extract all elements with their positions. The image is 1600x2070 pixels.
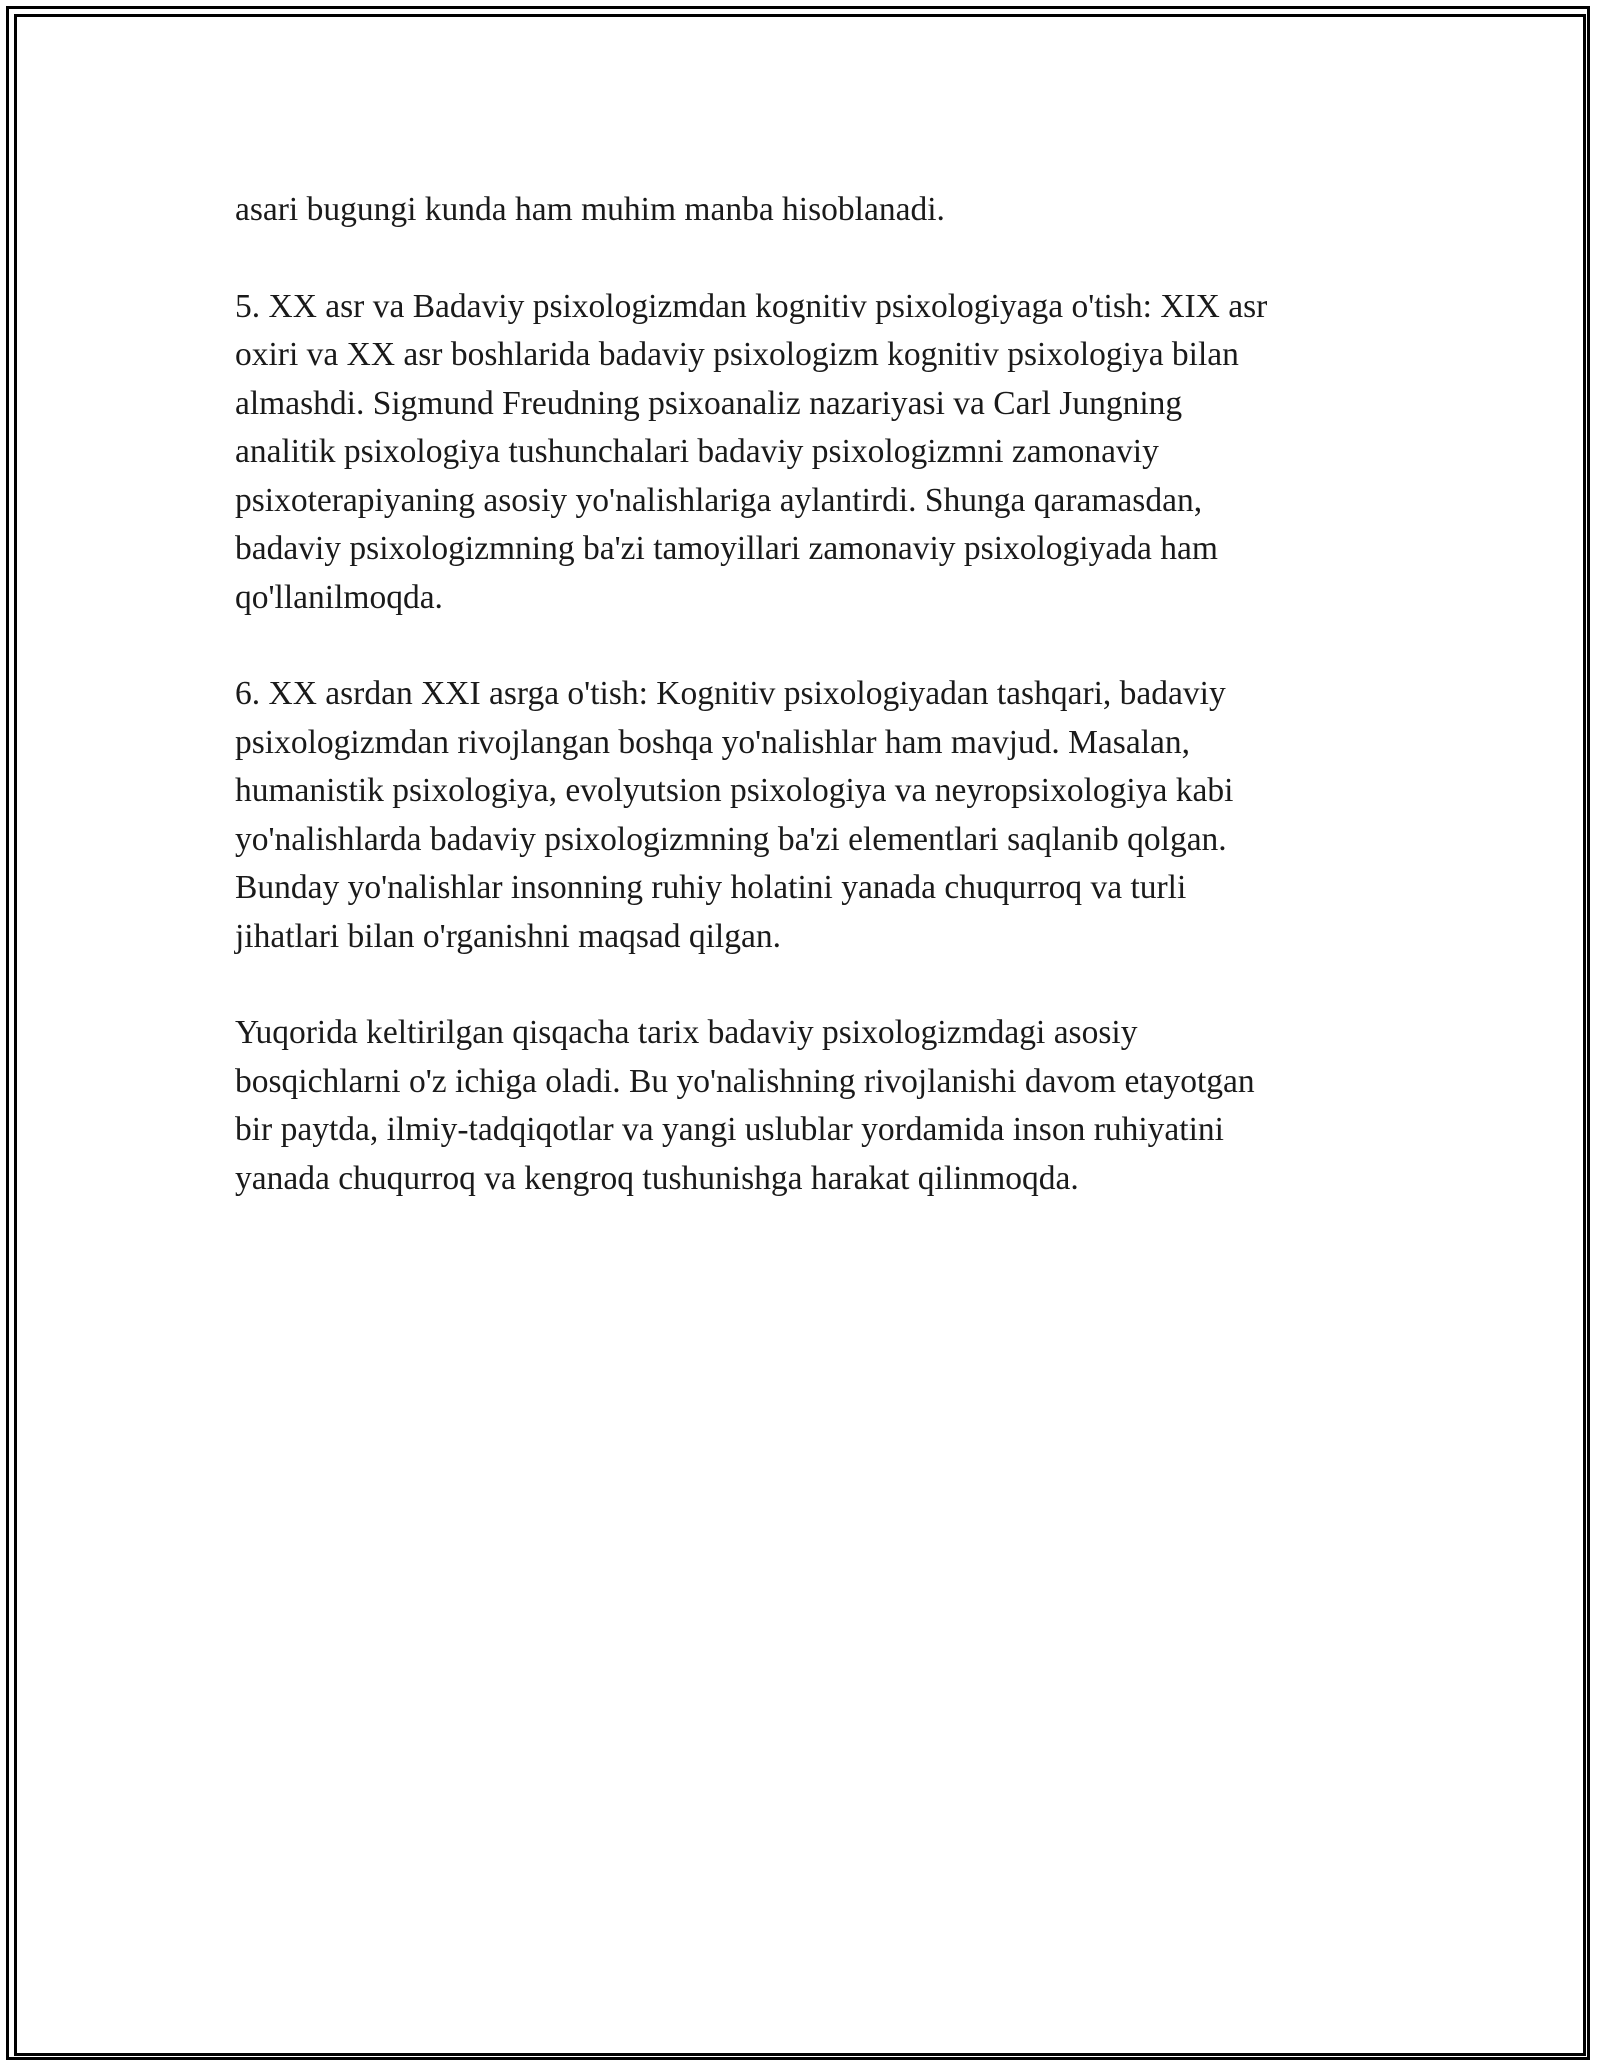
paragraph-conclusion: Yuqorida keltirilgan qisqacha tarix badaviy psixologizmdagi asosiy bosqichlarni o'z ichiga oladi. Bu yo'nalishning rivojlanishi davom etayotgan bir paytda, ilmiy-tadqiqotlar va yangi uslublar yordamida inson ruhiyatini yanada chuqurroq va kengroq tushunishga harakat qilinmoqda.	[235, 1014, 1255, 1197]
paragraph-section-6: 6. XX asrdan XXI asrga o'tish: Kognitiv psixologiyadan tashqari, badaviy psixologizmdan rivojlangan boshqa yo'nalishlar ham mavjud. Masalan, humanistik psixologiya, evolyutsion psixologiya va neyropsixologiya kabi yo'nalishlarda badaviy psixologizmning ba'zi elementlari saqlanib qolgan. Bunday yo'nalishlar insonning ruhiy holatini yanada chuqurroq va turli jihatlari bilan o'rganishni maqsad qilgan.	[235, 675, 1234, 955]
paragraph-section-5: 5. XX asr va Badaviy psixologizmdan kognitiv psixologiyaga o'tish: XIX asr oxiri va XX asr boshlarida badaviy psixologizm kognitiv psixologiya bilan almashdi. Sigmund Freudning psixoanaliz nazariyasi va Carl Jungning analitik psixologiya tushunchalari badaviy psixologizmni zamonaviy psixoterapiyaning asosiy yo'nalishlariga aylantirdi. Shunga qaramasdan, badaviy psixologizmning ba'zi tamoyillari zamonaviy psixologiyada ham qo'llanilmoqda.	[235, 287, 1268, 616]
paragraph-continuation: asari bugungi kunda ham muhim manba hisoblanadi.	[235, 191, 945, 228]
document-body	[235, 186, 1395, 1251]
